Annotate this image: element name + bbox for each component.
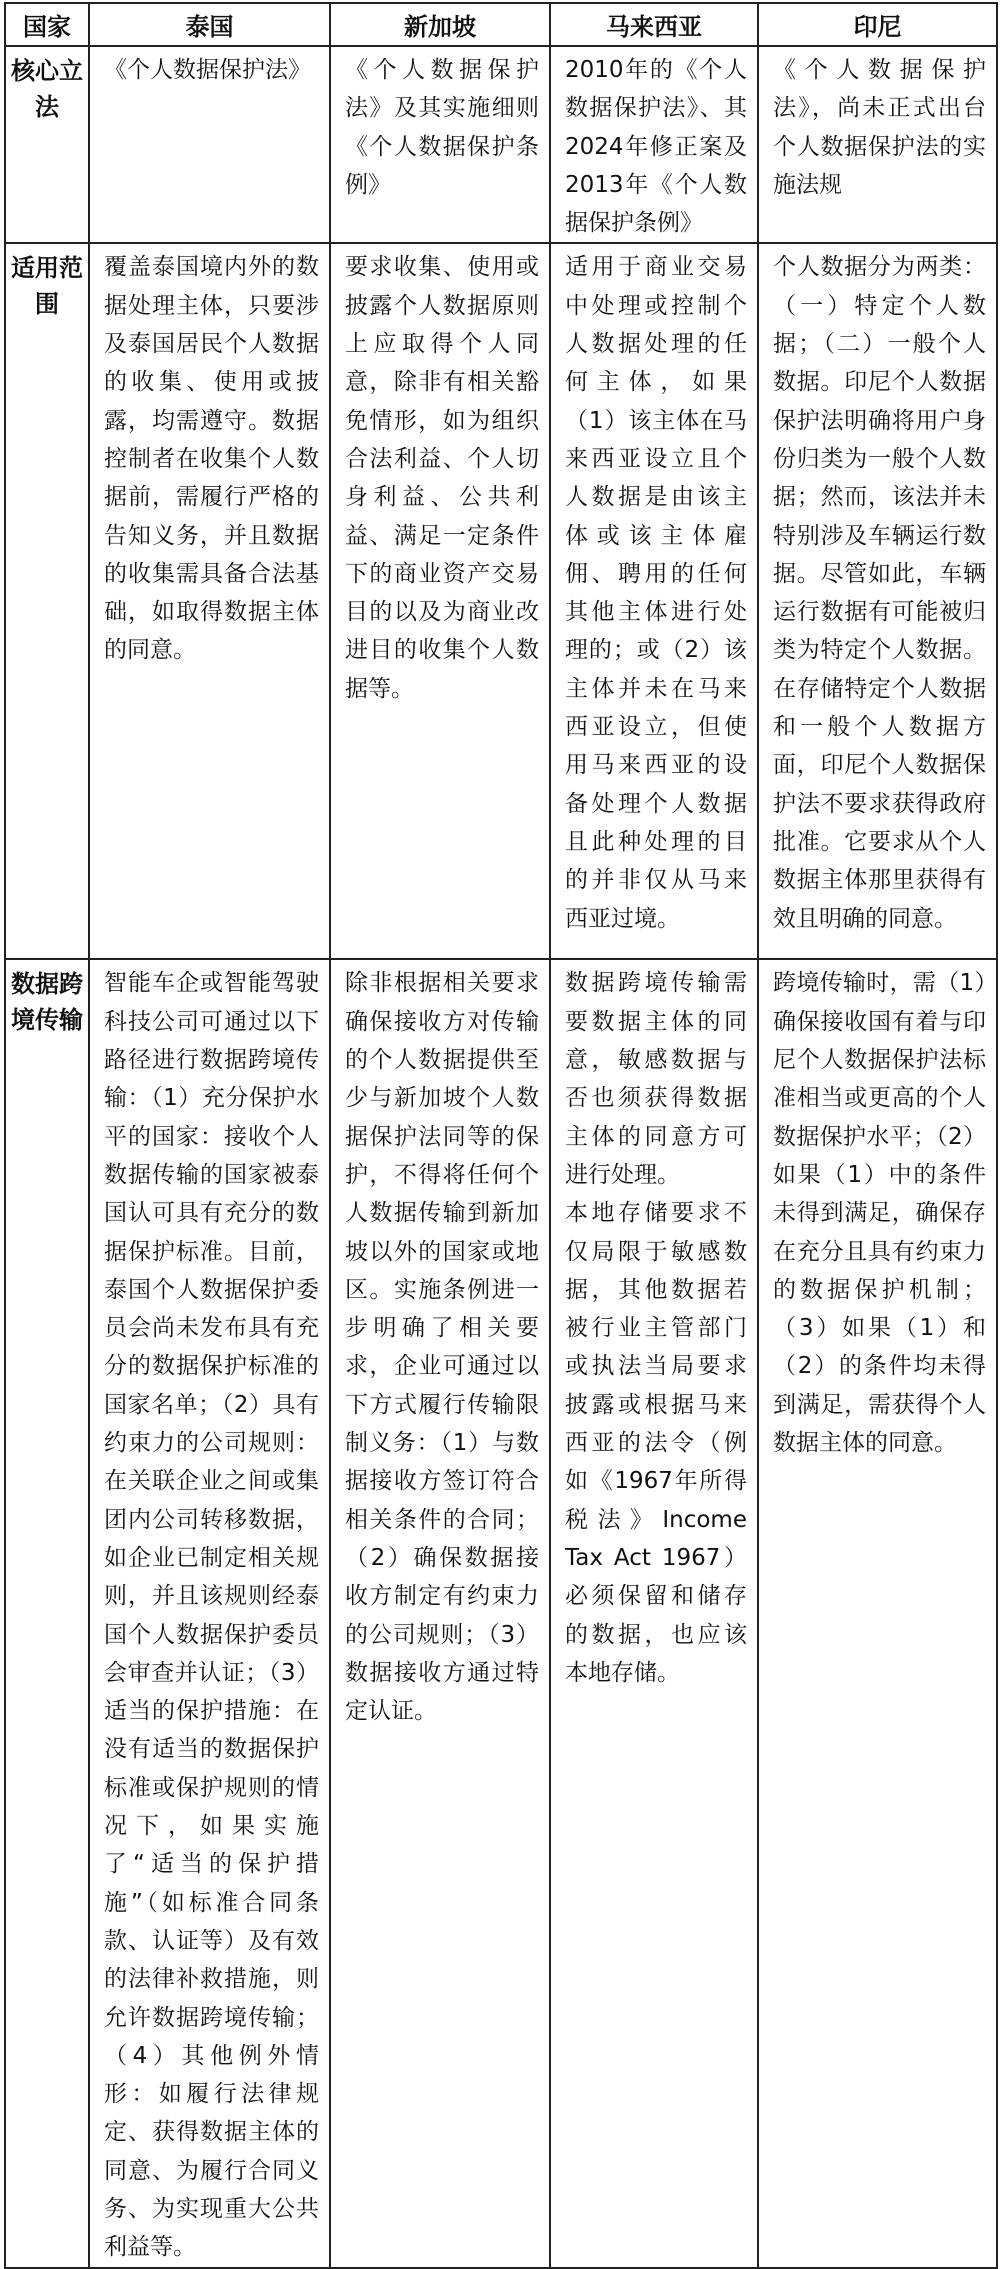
- cell-malaysia-scope: 适用于商业交易中处理或控制个人数据处理的任何主体，如果（1）该主体在马来西亚设立且个人数据是由该主体或该主体雇佣、聘用的任何其他主体进行处理的；或（2）该主体并未在马来西亚设立，但使用马来西亚的设备处理个人数据且此种处理的目的并非仅从马来西亚过境。: [550, 243, 758, 959]
- header-country: 国家: [5, 3, 89, 46]
- cell-thailand-core-legislation: 《个人数据保护法》: [89, 46, 330, 243]
- row-label-core-legislation: 核心立法: [5, 46, 89, 243]
- cell-malaysia-core-legislation: 2010年的《个人数据保护法》、其2024年修正案及2013年《个人数据保护条例》: [550, 46, 758, 243]
- header-malaysia: 马来西亚: [550, 3, 758, 46]
- row-label-scope: 适用范围: [5, 243, 89, 959]
- row-label-cross-border-transfer: 数据跨境传输: [5, 959, 89, 2267]
- header-thailand: 泰国: [89, 3, 330, 46]
- cell-indonesia-core-legislation: 《个人数据保护法》，尚未正式出台个人数据保护法的实施法规: [758, 46, 997, 243]
- data-protection-comparison-table: [4, 2, 998, 2269]
- table-row-cross-border-transfer: [5, 959, 997, 2267]
- cell-thailand-scope: 覆盖泰国境内外的数据处理主体，只要涉及泰国居民个人数据的收集、使用或披露，均需遵守。数据控制者在收集个人数据前，需履行严格的告知义务，并且数据的收集需具备合法基础，如取得数据主体的同意。: [89, 243, 330, 959]
- cell-singapore-core-legislation: 《个人数据保护法》及其实施细则《个人数据保护条例》: [330, 46, 550, 243]
- malaysia-cross-border-paragraph-consent: 数据跨境传输需要数据主体的同意，敏感数据与否也须获得数据主体的同意方可进行处理。: [565, 970, 747, 1188]
- cell-indonesia-cross-border: 跨境传输时，需（1）确保接收国有着与印尼个人数据保护法标准相当或更高的个人数据保护水平；（2）如果（1）中的条件未得到满足，确保存在充分且具有约束力的数据保护机制；（3）如果（1）和（2）的条件均未得到满足，需获得个人数据主体的同意。: [758, 959, 997, 2267]
- malaysia-cross-border-paragraph-local-storage: 本地存储要求不仅局限于敏感数据，其他数据若被行业主管部门或执法当局要求披露或根据马来西亚的法令（例如《1967年所得税法》Income Tax Act 1967）必须保留和储存的数据，也应该本地存储。: [565, 1200, 747, 1686]
- cell-singapore-scope: 要求收集、使用或披露个人数据原则上应取得个人同意，除非有相关豁免情形，如为组织合法利益、个人切身利益、公共利益、满足一定条件下的商业资产交易目的以及为商业改进目的收集个人数据等。: [330, 243, 550, 959]
- cell-malaysia-cross-border: [550, 959, 758, 2267]
- header-singapore: 新加坡: [330, 3, 550, 46]
- cell-thailand-cross-border: 智能车企或智能驾驶科技公司可通过以下路径进行数据跨境传输：（1）充分保护水平的国家：接收个人数据传输的国家被泰国认可具有充分的数据保护标准。目前，泰国个人数据保护委员会尚未发布具有充分的数据保护标准的国家名单；（2）具有约束力的公司规则：在关联企业之间或集团内公司转移数据，如企业已制定相关规则，并且该规则经泰国个人数据保护委员会审查并认证；（3）适当的保护措施：在没有适当的数据保护标准或保护规则的情况下，如果实施了“适当的保护措施”（如标准合同条款、认证等）及有效的法律补救措施，则允许数据跨境传输；（4）其他例外情形：如履行法律规定、获得数据主体的同意、为履行合同义务、为实现重大公共利益等。: [89, 959, 330, 2267]
- table-row-scope: [5, 243, 997, 959]
- cell-indonesia-scope: 个人数据分为两类：（一）特定个人数据；（二）一般个人数据。印尼个人数据保护法明确将用户身份归类为一般个人数据；然而，该法并未特别涉及车辆运行数据。尽管如此，车辆运行数据有可能被归类为特定个人数据。在存储特定个人数据和一般个人数据方面，印尼个人数据保护法不要求获得政府批准。它要求从个人数据主体那里获得有效且明确的同意。: [758, 243, 997, 959]
- header-row: [5, 3, 997, 46]
- cell-singapore-cross-border: 除非根据相关要求确保接收方对传输的个人数据提供至少与新加坡个人数据保护法同等的保护，不得将任何个人数据传输到新加坡以外的国家或地区。实施条例进一步明确了相关要求，企业可通过以下方式履行传输限制义务：（1）与数据接收方签订符合相关条件的合同；（2）确保数据接收方制定有约束力的公司规则；（3）数据接收方通过特定认证。: [330, 959, 550, 2267]
- table-row-core-legislation: [5, 46, 997, 243]
- header-indonesia: 印尼: [758, 3, 997, 46]
